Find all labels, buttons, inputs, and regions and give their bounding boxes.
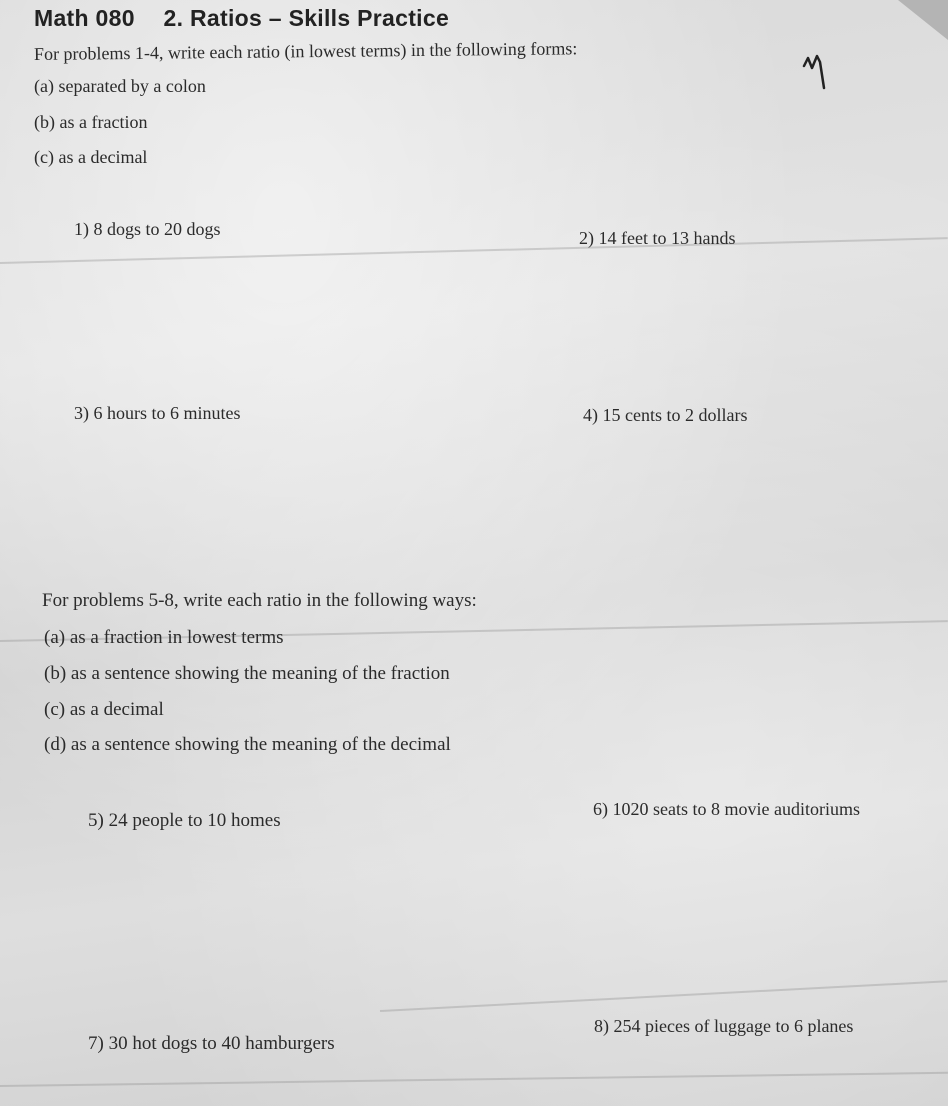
problem-8: 8) 254 pieces of luggage to 6 planes — [594, 1016, 854, 1036]
section2-option-d: (d) as a sentence showing the meaning of the decimal — [44, 734, 451, 755]
worksheet-header — [34, 5, 449, 32]
section2-option-c: (c) as a decimal — [44, 699, 164, 720]
course-name: Math 080 — [34, 5, 135, 31]
section2-instructions: For problems 5-8, write each ratio in the following ways: — [42, 590, 477, 611]
problem-1: 1) 8 dogs to 20 dogs — [74, 219, 221, 239]
problem-2: 2) 14 feet to 13 hands — [579, 228, 736, 248]
problem-6: 6) 1020 seats to 8 movie auditoriums — [593, 799, 860, 819]
pen-mark-icon — [800, 52, 830, 92]
worksheet-title: 2. Ratios – Skills Practice — [163, 5, 450, 31]
problem-3: 3) 6 hours to 6 minutes — [74, 403, 241, 423]
paper-crease — [0, 237, 948, 264]
problem-5: 5) 24 people to 10 homes — [88, 810, 281, 831]
section1-instructions: For problems 1-4, write each ratio (in lowest terms) in the following forms: — [33, 38, 578, 64]
section2-option-a: (a) as a fraction in lowest terms — [44, 627, 284, 648]
section1-option-a: (a) separated by a colon — [34, 76, 206, 96]
section1-option-b: (b) as a fraction — [34, 112, 148, 132]
paper-crease — [380, 980, 947, 1012]
problem-7: 7) 30 hot dogs to 40 hamburgers — [88, 1033, 335, 1054]
paper-crease — [0, 1072, 948, 1087]
section1-option-c: (c) as a decimal — [34, 147, 148, 167]
page-corner-fold — [888, 0, 948, 50]
section2-option-b: (b) as a sentence showing the meaning of the fraction — [44, 663, 450, 684]
problem-4: 4) 15 cents to 2 dollars — [583, 405, 748, 425]
